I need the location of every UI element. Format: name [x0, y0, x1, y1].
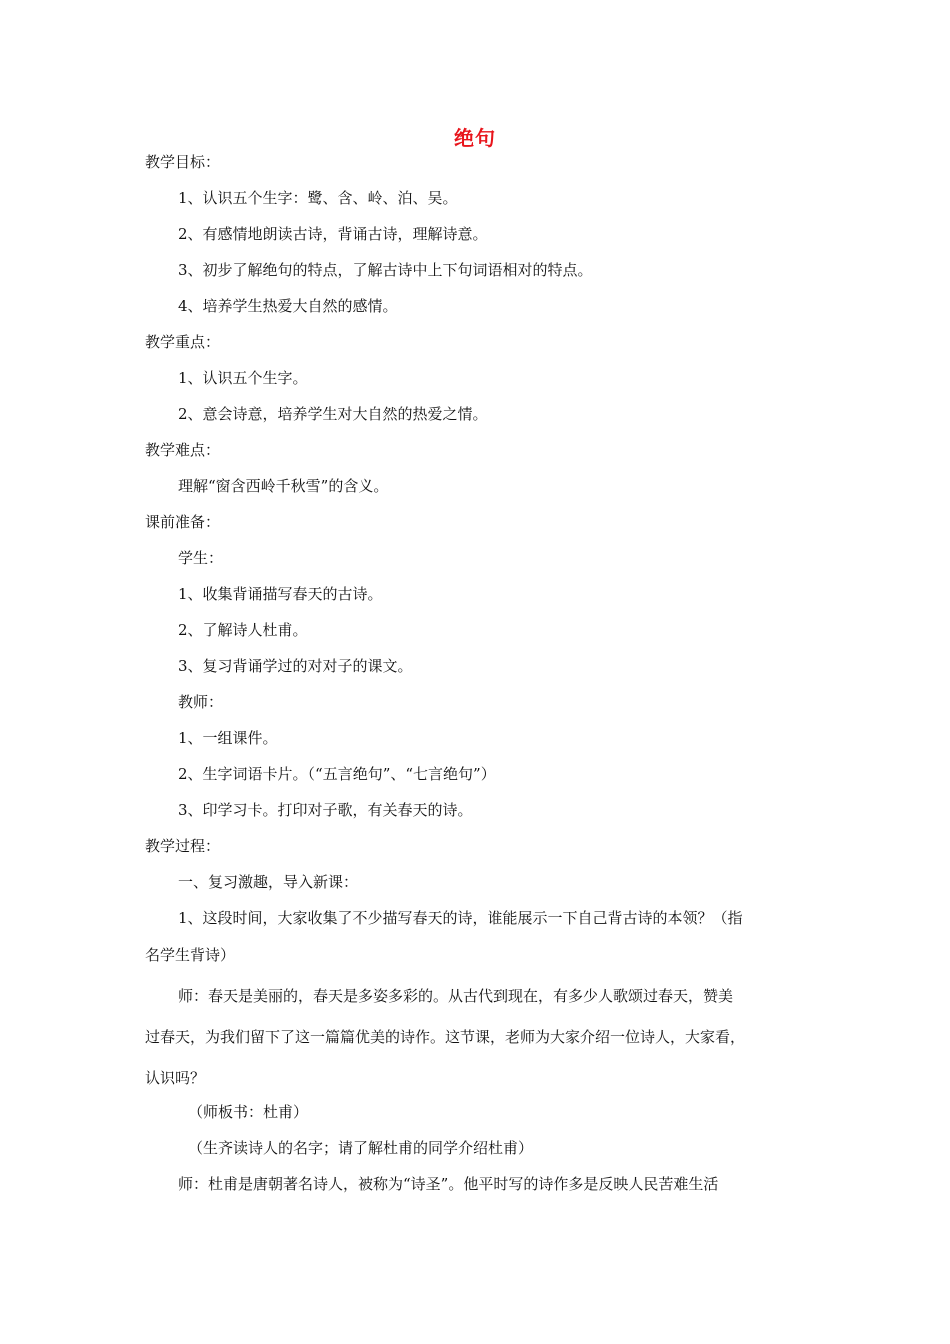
students-note: （生齐读诗人的名字；请了解杜甫的同学介绍杜甫） [188, 1139, 534, 1157]
document-title: 绝句 [454, 126, 496, 150]
student-label: 学生： [178, 549, 224, 567]
student-prep-2: 2、了解诗人杜甫。 [178, 621, 308, 639]
goal-item-3: 3、初步了解绝句的特点，了解古诗中上下句词语相对的特点。 [178, 261, 593, 279]
teacher-speech-2-line-1: 师：杜甫是唐朝著名诗人，被称为“诗圣”。他平时写的诗作多是反映人民苦难生活 [178, 1175, 719, 1193]
process-heading: 教学过程： [145, 837, 221, 855]
teacher-label: 教师： [178, 693, 224, 711]
goals-heading: 教学目标： [145, 153, 221, 171]
student-prep-1: 1、收集背诵描写春天的古诗。 [178, 585, 383, 603]
teacher-prep-3: 3、印学习卡。打印对子歌，有关春天的诗。 [178, 801, 473, 819]
board-note: （师板书：杜甫） [188, 1103, 309, 1121]
teacher-speech-line-1: 师：春天是美丽的，春天是多姿多彩的。从古代到现在，有多少人歌颂过春天，赞美 [178, 987, 734, 1005]
difficulty-heading: 教学难点： [145, 441, 221, 459]
teacher-prep-2: 2、生字词语卡片。（“五言绝句”、“七言绝句”） [178, 765, 496, 783]
goal-item-2: 2、有感情地朗读古诗，背诵古诗，理解诗意。 [178, 225, 488, 243]
teacher-speech-line-2: 过春天，为我们留下了这一篇篇优美的诗作。这节课，老师为大家介绍一位诗人，大家看， [145, 1028, 746, 1046]
student-prep-3: 3、复习背诵学过的对对子的课文。 [178, 657, 413, 675]
preparation-heading: 课前准备： [145, 513, 221, 531]
difficulty-item: 理解“窗含西岭千秋雪”的含义。 [178, 477, 389, 495]
goal-item-4: 4、培养学生热爱大自然的感情。 [178, 297, 398, 315]
teacher-speech-line-3: 认识吗？ [145, 1069, 206, 1087]
goal-item-1: 1、认识五个生字：鹭、含、岭、泊、吴。 [178, 189, 458, 207]
key-point-2: 2、意会诗意，培养学生对大自然的热爱之情。 [178, 405, 488, 423]
key-points-heading: 教学重点： [145, 333, 221, 351]
step-1-question-line-2: 名学生背诗） [145, 946, 236, 964]
teacher-prep-1: 1、一组课件。 [178, 729, 278, 747]
step-1-question-line-1: 1、这段时间，大家收集了不少描写春天的诗，谁能展示一下自己背古诗的本领？（指 [178, 909, 743, 927]
key-point-1: 1、认识五个生字。 [178, 369, 308, 387]
step-1-heading: 一、复习激趣，导入新课： [178, 873, 359, 891]
